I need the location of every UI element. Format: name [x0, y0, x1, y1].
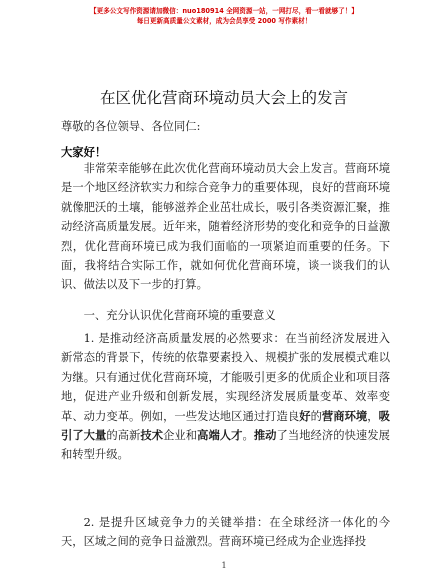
point-1-bold-5: 高端人才	[197, 429, 243, 443]
point-1-text: 在当前经济发展进入新常态的背景下，传统的依靠要素投入、规模扩张的发展模式难以为继。只有通过优化营商环境，才能吸引更多的优质企业和项目落地，促进产业升级和创新发展，实现经济发展质量变革、效率变革、动力变革。例如，一些发达地区通过打造良	[61, 332, 390, 423]
point-1-paragraph	[61, 329, 390, 465]
point-1-bold-1: 好	[299, 409, 311, 423]
intro-paragraph: 非常荣幸能够在此次优化营商环境动员大会上发言。营商环境是一个地区经济软实力和综合竞争力的重要体现，良好的营商环境就像肥沃的土壤，能够滋养企业茁壮成长，吸引各类资源汇聚，推动经济高质量发展。近年来，随着经济形势的变化和竞争的日益激烈，优化营商环境已成为我们面临的一项紧迫而重要的任务。下面，我将结合实际工作，就如何优化营商环境，谈一谈我们的认识、做法以及下一步的打算。	[61, 162, 390, 292]
greeting: 大家好！	[61, 146, 107, 159]
point-1-bold-4: 技术	[140, 429, 164, 443]
salutation: 尊敬的各位领导、各位同仁:	[61, 120, 201, 133]
promo-banner-line1: 【更多公文写作资源请加微信：nuo180914 全网资源一站，一网打尽，看一看就够了！】	[90, 7, 358, 15]
point-1-text-2: 的	[310, 409, 322, 423]
document-title: 在区优化营商环境动员大会上的发言	[99, 89, 348, 107]
point-1-bold-3: 吸引了大量	[61, 409, 390, 443]
point-1-text-6: 。	[242, 429, 254, 443]
point-2-paragraph	[61, 513, 390, 552]
point-2-text: 在全球经济一体化的今天，区域之间的竞争日益激烈。营商环境已经成为企业选择投	[61, 516, 390, 549]
page-number: 1	[221, 561, 227, 570]
point-2-lead: 2. 是提升区域竞争力的关键举措：	[83, 516, 270, 529]
promo-banner-line2: 每日更新高质量公文素材，成为会员享受 2000 写作素材！	[136, 17, 312, 25]
section-heading-1: 一、充分认识优化营商环境的重要意义	[83, 309, 276, 322]
point-1-bold-6: 推动	[253, 429, 277, 443]
promo-banner	[0, 6, 448, 26]
point-1-bold-2: 营商环境	[321, 409, 368, 423]
point-1-text-5: 企业和	[163, 429, 198, 443]
point-1-text-7: 了当地经济的快速发展和转型升级。	[61, 429, 390, 462]
point-1-lead: 1. 是推动经济高质量发展的必然要求：	[83, 332, 286, 345]
point-1-text-3: ，	[367, 409, 379, 423]
point-1-text-4: 的高新	[106, 429, 141, 443]
